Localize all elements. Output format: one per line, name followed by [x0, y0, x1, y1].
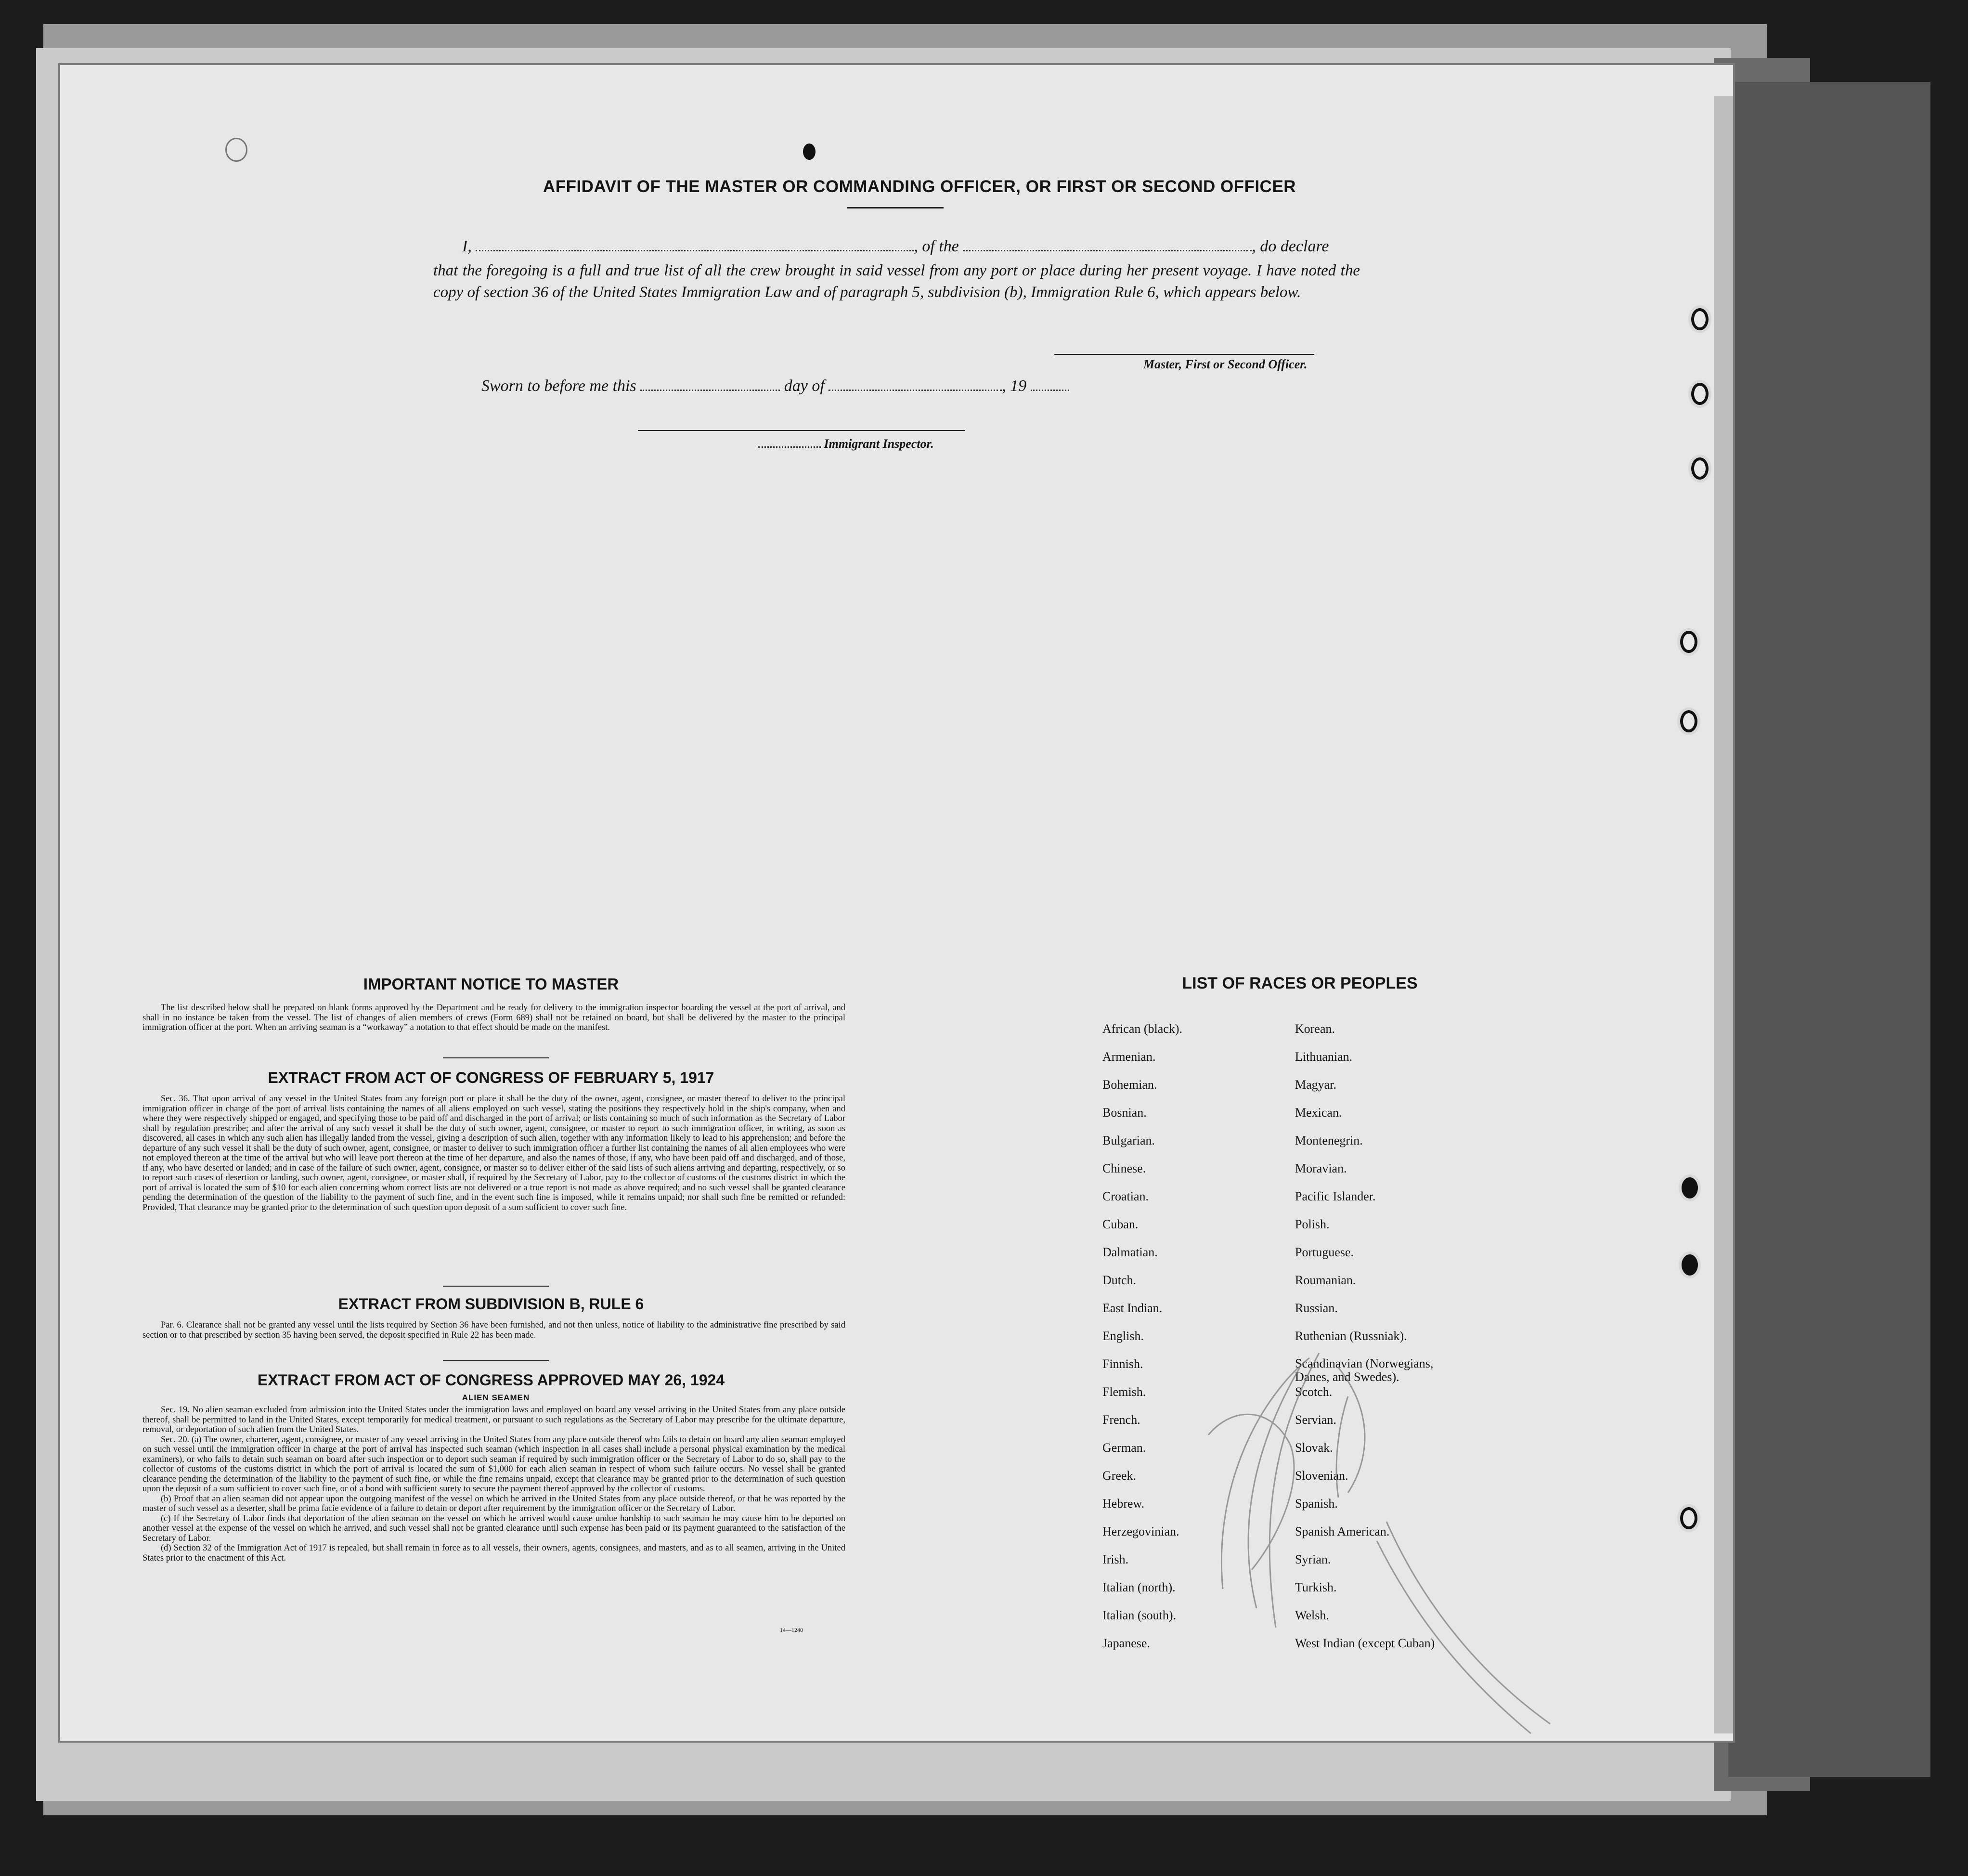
alien-seamen-subhead: ALIEN SEAMEN	[462, 1393, 530, 1402]
race-item: Roumanian.	[1295, 1273, 1356, 1287]
race-item: Bosnian.	[1102, 1106, 1147, 1120]
race-item: Cuban.	[1102, 1217, 1139, 1231]
race-item: French.	[1102, 1413, 1140, 1427]
punch-hole-icon	[1691, 383, 1709, 405]
race-item: Italian (north).	[1102, 1580, 1176, 1594]
race-item: Korean.	[1295, 1022, 1335, 1036]
race-item: Slovenian.	[1295, 1469, 1348, 1483]
race-item: Mexican.	[1295, 1106, 1342, 1120]
race-item: Flemish.	[1102, 1385, 1146, 1399]
race-item: Japanese.	[1102, 1636, 1150, 1650]
year-prefix: , 19	[1002, 377, 1027, 395]
sworn-line	[481, 377, 1069, 395]
extract-1917-text	[142, 1094, 845, 1212]
day-of-label: day of	[784, 377, 825, 395]
race-item: German.	[1102, 1441, 1146, 1455]
punch-hole-icon	[1682, 1254, 1698, 1276]
sec-20a-paragraph: Sec. 20. (a) The owner, charterer, agent, consignee, or master of any vessel arriving in the United States from any place outside thereof who fails to detain on board any alien seaman employed on such vessel until the immigration officer in charge at the port of arrival has inspected such seaman (which inspection in all cases shall include a personal physical examination by the medical examiners), or who fails to detain such seaman on board after such inspection or to deport such seaman if required by such immigration officer or the Secretary of Labor to do so, shall pay to the collector of customs of the customs district in which the port of arrival is located the sum of $1,000 for each alien seaman in respect of whom such failure occurs. No vessel shall be granted clearance pending the determination of the liability to the payment of such fine, or while the fine remains unpaid, except that clearance may be granted prior to the determination of such question upon the deposit of a sum sufficient to cover such fine, or of a bond with sufficient surety to secure the payment thereof approved by the collector of customs.	[142, 1434, 845, 1494]
divider-2	[443, 1286, 549, 1287]
master-signature-line	[1054, 354, 1314, 355]
extract-1917-title: EXTRACT FROM ACT OF CONGRESS OF FEBRUARY 5, 1917	[268, 1069, 714, 1086]
title-underline	[847, 207, 944, 208]
race-item: Finnish.	[1102, 1357, 1143, 1371]
race-item: Portuguese.	[1295, 1245, 1354, 1259]
pencil-scribble	[1194, 1339, 1560, 1743]
race-item: English.	[1102, 1329, 1144, 1343]
vessel-blank	[963, 250, 1252, 251]
ink-dot-icon	[803, 143, 816, 160]
race-item: Dutch.	[1102, 1273, 1137, 1287]
punch-hole-icon	[1691, 308, 1709, 330]
race-item: Lithuanian.	[1295, 1050, 1353, 1064]
race-item: Italian (south).	[1102, 1608, 1177, 1622]
punch-hole-icon	[1680, 710, 1697, 732]
race-item: Welsh.	[1295, 1608, 1329, 1622]
inspector-dots	[758, 446, 821, 448]
day-blank	[640, 390, 780, 391]
race-item: Moravian.	[1295, 1161, 1347, 1175]
race-item: Syrian.	[1295, 1552, 1331, 1566]
race-item: Ruthenian (Russniak).	[1295, 1329, 1407, 1343]
race-item: East Indian.	[1102, 1301, 1163, 1315]
races-left-column	[1102, 1022, 1182, 1664]
inspector-signature-label	[758, 437, 934, 451]
race-item: Croatian.	[1102, 1189, 1149, 1203]
underlying-page-dark	[1728, 82, 1930, 1777]
affidavit-body: that the foregoing is a full and true list of all the crew brought in said vessel from any port or place during her present voyage. I have noted the copy of section 36 of the United States Immigration Law and of paragraph 5, subdivision (b), Immigration Rule 6, which appears below.	[433, 262, 1360, 301]
extract-rule6-title: EXTRACT FROM SUBDIVISION B, RULE 6	[338, 1295, 644, 1313]
race-item: Greek.	[1102, 1469, 1137, 1483]
race-item: Pacific Islander.	[1295, 1189, 1376, 1203]
declaration-i: I,	[462, 237, 472, 255]
name-blank	[476, 250, 914, 251]
race-item: Armenian.	[1102, 1050, 1156, 1064]
affidavit-title: AFFIDAVIT OF THE MASTER OR COMMANDING OFFICER, OR FIRST OR SECOND OFFICER	[543, 177, 1296, 196]
master-signature-label: Master, First or Second Officer.	[1143, 357, 1308, 371]
race-item: Herzegovinian.	[1102, 1524, 1179, 1538]
race-item: Russian.	[1295, 1301, 1338, 1315]
extract-rule6-paragraph: Par. 6. Clearance shall not be granted any vessel until the lists required by Section 36 have been furnished, and not then unless, notice of liability to the administrative fine prescribed by said section or to that prescribed by section 35 having been served, the deposit specified in Rule 22 has been made.	[142, 1320, 845, 1340]
race-item: Scandinavian (Norwegians, Danes, and Swedes).	[1295, 1356, 1434, 1384]
race-item: West Indian (except Cuban)	[1295, 1636, 1435, 1650]
races-title: LIST OF RACES OR PEOPLES	[1182, 974, 1418, 992]
declaration-of-the: , of the	[914, 237, 959, 255]
race-item: Irish.	[1102, 1552, 1129, 1566]
race-item: Scotch.	[1295, 1385, 1333, 1399]
sec-20b-paragraph: (b) Proof that an alien seaman did not appear upon the outgoing manifest of the vessel on which he arrived in the United States from any place outside thereof, or that he was reported by the master of such vessel as a deserter, shall be prima facie evidence of a failure to detain or deport after requirement by the immigration officer or the Secretary of Labor.	[142, 1494, 845, 1513]
race-item: Bohemian.	[1102, 1078, 1157, 1092]
inspector-signature-line	[638, 430, 965, 431]
extract-1924-title: EXTRACT FROM ACT OF CONGRESS APPROVED MAY 26, 1924	[257, 1371, 725, 1389]
race-item: Dalmatian.	[1102, 1245, 1158, 1259]
race-item: Bulgarian.	[1102, 1133, 1155, 1147]
notice-title: IMPORTANT NOTICE TO MASTER	[363, 975, 619, 993]
punch-hole-icon	[1680, 631, 1697, 653]
divider-1	[443, 1057, 549, 1058]
notice-text	[142, 1003, 845, 1033]
extract-1924-text	[142, 1405, 845, 1563]
sworn-label: Sworn to before me this	[481, 377, 636, 395]
race-item: Servian.	[1295, 1413, 1336, 1427]
race-item: Spanish.	[1295, 1497, 1338, 1511]
race-item: Magyar.	[1295, 1078, 1336, 1092]
race-item: African (black).	[1102, 1022, 1183, 1036]
divider-3	[443, 1360, 549, 1361]
extract-rule6-text	[142, 1320, 845, 1340]
declaration-line	[462, 237, 1329, 256]
race-item: Polish.	[1295, 1217, 1330, 1231]
notice-paragraph: The list described below shall be prepared on blank forms approved by the Department and be ready for delivery to the immigration inspector boarding the vessel at the port of arrival, and shall in no instance be taken from the vessel. The list of changes of alien members of crews (Form 689) shall not be retained on board, but shall be delivered by the master to the principal immigration officer at the port. When an arriving seaman is a “workaway” a notation to that effect should be made on the manifest.	[142, 1003, 845, 1032]
inspector-label: Immigrant Inspector.	[824, 437, 934, 451]
race-item: Hebrew.	[1102, 1497, 1145, 1511]
sec-20d-paragraph: (d) Section 32 of the Immigration Act of 1917 is repealed, but shall remain in force as to all vessels, their owners, agents, consignees, and masters, and as to all seamen, arriving in the United States prior to the enactment of this Act.	[142, 1543, 845, 1563]
race-item: Spanish American.	[1295, 1524, 1390, 1538]
extract-1917-paragraph: Sec. 36. That upon arrival of any vessel in the United States from any foreign port or place it shall be the duty of the owner, agent, consignee, or master thereof to deliver to the principal immigration officer in charge of the port of arrival lists containing the names of all aliens employed on such vessel, stating the positions they respectively hold in the ship's company, when and where they were respectively shipped or engaged, and specifying those to be paid off and discharged in the port of arrival; or lists containing so much of such information as the Secretary of Labor shall by regulation prescribe; and after the arrival of any such vessel it shall be the duty of such owner, agent, consignee, or master to report to such immigration officer, in writing, as soon as discovered, all cases in which any such alien has illegally landed from the vessel, giving a description of such alien, together with any information likely to lead to his apprehension; and before the departure of any such vessel it shall be the duty of such owner, agent, consignee, or master to deliver to such immigration officer a further list containing the names of all alien employees who were not employed thereon at the time of the arrival but who will leave port thereon at the time of her departure, and also the names of those, if any, who have been paid off and discharged, and of those, if any, who have deserted or landed; and in case of the failure of such owner, agent, consignee, or master so to deliver either of the said lists of such aliens arriving and departing, respectively, or so to report such cases of desertion or landing, such owner, agent, consignee, or master shall, if required by the Secretary of Labor, pay to the collector of customs of the customs district in which the port of arrival is located the sum of $10 for each alien concerning whom correct lists are not delivered or a true report is not made as above required; and no such vessel shall be granted clearance pending the determination of the question of the liability to the payment of such fine, and in the event such fine is imposed, while it remains unpaid; nor shall such fine be remitted or refunded: Provided, That clearance may be granted prior to the determination of such question upon deposit of a sum sufficient to cover such fine.	[142, 1094, 845, 1212]
race-item: Chinese.	[1102, 1161, 1146, 1175]
punch-hole-icon	[1691, 457, 1709, 480]
race-item: Slovak.	[1295, 1441, 1333, 1455]
pencil-circle-mark	[225, 138, 247, 162]
declaration-do-declare: , do declare	[1252, 237, 1329, 255]
month-blank	[829, 390, 1002, 391]
sec-19-paragraph: Sec. 19. No alien seaman excluded from admission into the United States under the immigration laws and employed on board any vessel arriving in the United States from any place outside thereof, shall be permitted to land in the United States, except temporarily for medical treatment, or pursuant to such regulations as the Secretary of Labor may prescribe for the ultimate departure, removal, or deportation of such alien from the United States.	[142, 1405, 845, 1434]
race-item: Montenegrin.	[1295, 1133, 1363, 1147]
year-blank	[1031, 390, 1069, 391]
sheet-edge	[1714, 96, 1733, 1733]
punch-hole-icon	[1680, 1507, 1697, 1529]
form-number: 14—1240	[780, 1627, 803, 1633]
punch-hole-icon	[1682, 1177, 1698, 1199]
race-item: Turkish.	[1295, 1580, 1337, 1594]
sec-20c-paragraph: (c) If the Secretary of Labor finds that deportation of the alien seaman on the vessel on which he arrived would cause undue hardship to such seaman he may cause him to be deported on another vessel at the expense of the vessel on which he arrived, and such vessel shall not be granted clearance until such expense has been paid or its payment guaranteed to the satisfaction of the Secretary of Labor.	[142, 1513, 845, 1543]
